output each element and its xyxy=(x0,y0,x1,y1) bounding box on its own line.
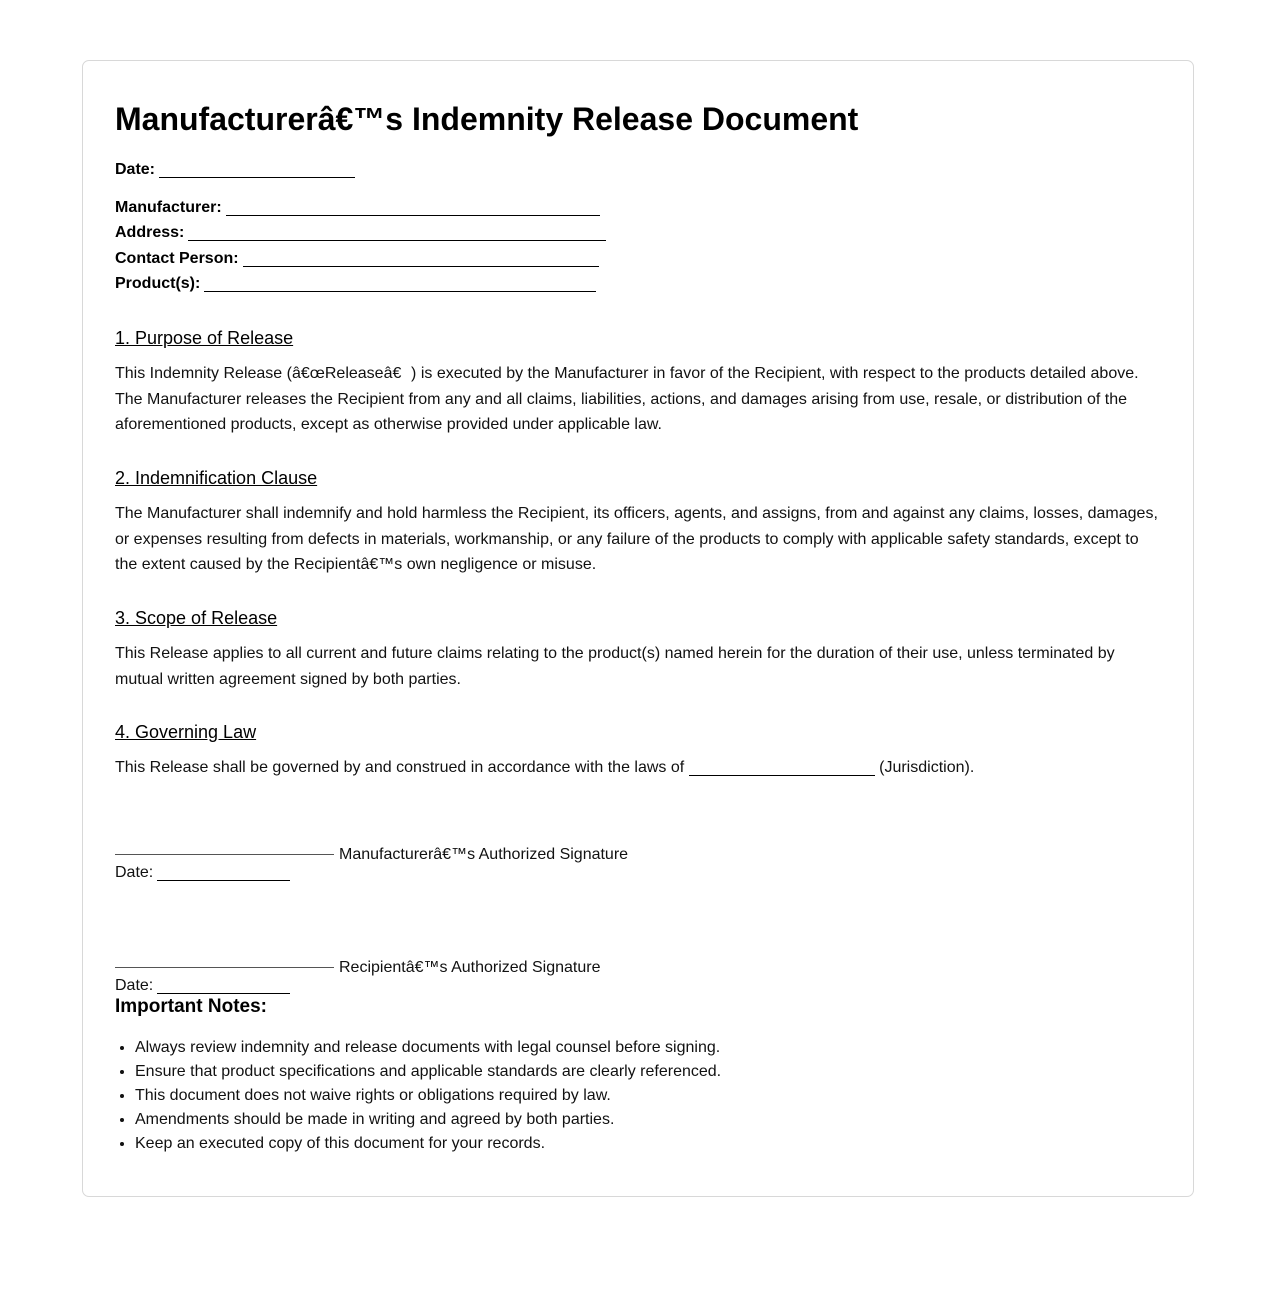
contact-person-blank[interactable] xyxy=(243,250,599,267)
important-notes-list xyxy=(115,1036,721,1156)
manufacturer-date-label: Date: xyxy=(115,864,154,881)
address-field xyxy=(115,223,606,243)
important-notes-title: Important Notes: xyxy=(115,996,267,1017)
list-item: • Ensure that product specifications and applicable standards are clearly referenced. xyxy=(135,1060,721,1084)
list-item: • Amendments should be made in writing and agreed by both parties. xyxy=(135,1108,721,1132)
products-label: Product(s): xyxy=(115,275,201,292)
manufacturer-blank[interactable] xyxy=(226,199,600,216)
products-field xyxy=(115,274,596,294)
recipient-date-label: Date: xyxy=(115,977,154,994)
list-item: • Always review indemnity and release documents with legal counsel before signing. xyxy=(135,1036,721,1060)
recipient-date-blank[interactable] xyxy=(157,977,290,994)
recipient-signature-date xyxy=(115,976,290,996)
jurisdiction-blank[interactable] xyxy=(689,759,875,776)
manufacturer-date-blank[interactable] xyxy=(157,864,290,881)
manufacturer-signature-label: Manufacturerâ€™s Authorized Signature xyxy=(339,846,629,863)
section-heading-governing-law: 4. Governing Law xyxy=(115,722,257,742)
list-item: • Keep an executed copy of this document for your records. xyxy=(135,1132,721,1156)
section-body-scope: This Release applies to all current and future claims relating to the product(s) named herein for the duration of their use, unless terminated by mutual written agreement signed by both parties. xyxy=(115,645,1115,688)
section-heading-indemnification: 2. Indemnification Clause xyxy=(115,468,318,488)
products-blank[interactable] xyxy=(204,275,596,292)
list-item: • This document does not waive rights or obligations required by law. xyxy=(135,1084,721,1108)
contact-person-field xyxy=(115,249,599,269)
date-field xyxy=(115,160,355,180)
address-blank[interactable] xyxy=(188,224,606,241)
contact-person-label: Contact Person: xyxy=(115,250,239,267)
document-title: Manufacturerâ€™s Indemnity Release Document xyxy=(115,101,859,137)
manufacturer-label: Manufacturer: xyxy=(115,199,222,216)
date-label: Date: xyxy=(115,161,156,178)
manufacturer-field xyxy=(115,198,600,218)
recipient-signature-line[interactable] xyxy=(115,967,334,968)
manufacturer-signature-date xyxy=(115,863,290,883)
date-blank[interactable] xyxy=(159,161,355,178)
section-heading-purpose: 1. Purpose of Release xyxy=(115,328,294,348)
jurisdiction-label: (Jurisdiction). xyxy=(879,759,975,776)
section-body-indemnification: The Manufacturer shall indemnify and hold harmless the Recipient, its officers, agents, and assigns, from and against any claims, losses, damages, or expenses resulting from defects in materials, workmanship, or any failure of the products to comply with applicable safety standards, except to the extent caused by the Recipientâ€™s own negligence or misuse. xyxy=(115,505,1158,573)
manufacturer-signature-line[interactable] xyxy=(115,854,334,855)
section-body-governing-law xyxy=(115,755,1165,781)
recipient-signature-label: Recipientâ€™s Authorized Signature xyxy=(339,959,601,976)
governing-law-text: This Release shall be governed by and construed in accordance with the laws of xyxy=(115,759,685,776)
address-label: Address: xyxy=(115,224,185,241)
section-body-purpose: This Indemnity Release (â€œReleaseâ€) is executed by the Manufacturer in favor of the Recipient, with respect to the products detailed above. The Manufacturer releases the Recipient from any and all claims, liabilities, actions, and damages arising from use, resale, or distribution of the aforementioned products, except as otherwise provided under applicable law. xyxy=(115,365,1139,433)
section-heading-scope: 3. Scope of Release xyxy=(115,608,278,628)
